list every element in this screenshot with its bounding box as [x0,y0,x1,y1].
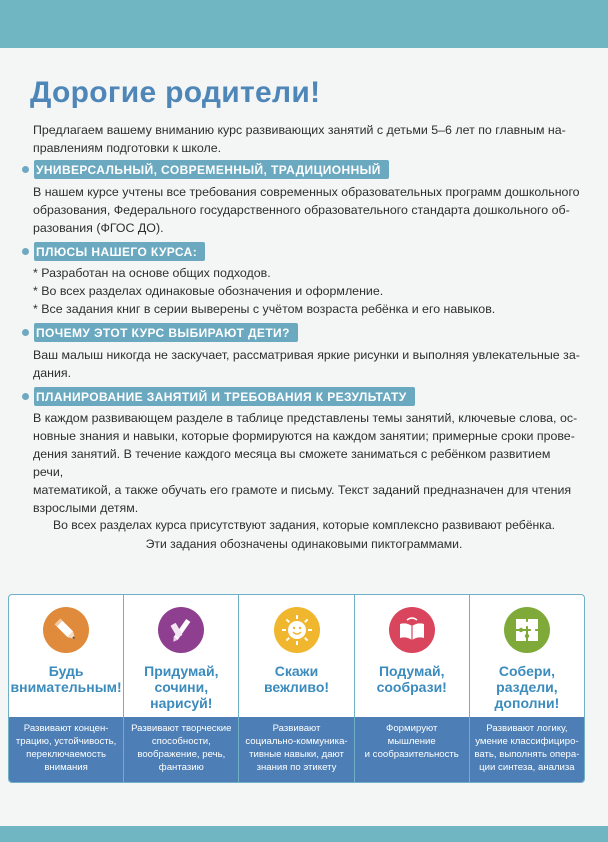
section-heading-pluses [22,242,205,261]
page-title: Дорогие родители! [30,76,321,109]
pencil-icon [43,607,89,653]
desc-line: способности, [151,736,211,747]
intro-line: правлениям подготовки к школе. [33,141,222,155]
text-line: дения занятий. В течение каждого месяца вы сможете заниматься с ребёнком развитием речи, [33,447,551,479]
desc-line: Развивают [272,723,321,734]
card-title [470,663,584,711]
card-title-line: раздели, [496,679,558,695]
desc-line: и сообразительность [364,749,459,760]
card-title [124,663,238,711]
text-line: математикой, а также обучать его грамоте и письму. Текст заданий предназначен для чтения [33,483,572,497]
card-title-line: внимательным! [10,679,122,695]
bullet-dot [22,166,29,173]
note-line: Во всех разделах курса присутствуют задания, которые комплексно развивают ребёнка. [53,518,555,532]
list-item: * Все задания книг в серии выверены с учётом возраста ребёнка и его навыков. [33,302,496,316]
tools-icon [158,607,204,653]
card-title-line: вежливо! [263,679,330,695]
desc-line: социально-коммуника- [245,736,348,747]
text-line: В нашем курсе учтены все требования современных образовательных программ дошкольного [33,185,580,199]
card-title-line: Скажи [274,663,319,679]
bottom-band [0,826,608,842]
card-title-line: сообрази! [376,679,447,695]
book-icon [389,607,435,653]
desc-line: тивные навыки, дают [249,749,344,760]
card-title [9,663,123,695]
list-item: * Во всех разделах одинаковые обозначения и оформление. [33,284,384,298]
desc-line: вать, выполнять опера- [474,749,580,760]
desc-line: Развивают творческие [131,723,232,734]
card-attention [9,595,124,782]
desc-line: внимания [44,762,88,773]
desc-line: умение классифициро- [475,736,579,747]
section-heading-label: ПОЧЕМУ ЭТОТ КУРС ВЫБИРАЮТ ДЕТИ? [34,323,298,342]
section-text-pluses [33,264,581,318]
sun-icon [274,607,320,653]
section-heading-label: ПЛАНИРОВАНИЕ ЗАНЯТИЙ И ТРЕБОВАНИЯ К РЕЗУЛЬТАТУ [34,387,415,406]
section-heading-universal [22,160,389,179]
puzzle-icon [504,607,550,653]
card-logic [470,595,584,782]
text-line: Ваш малыш никогда не заскучает, рассматривая яркие рисунки и выполняя увлекательные за- [33,348,580,362]
text-line: взрослыми детям. [33,501,139,515]
desc-line: трацию, устойчивость, [15,736,117,747]
section-heading-label: ПЛЮСЫ НАШЕГО КУРСА: [34,242,205,261]
section-text-why [33,346,581,382]
card-description [9,717,123,782]
text-line: новные знания и навыки, которые формируются на каждом занятии; примерные сроки прове- [33,429,575,443]
card-description [355,717,469,782]
bullet-dot [22,393,29,400]
card-description [239,717,353,782]
section-heading-why [22,323,298,342]
card-description [470,717,584,782]
card-title [355,663,469,695]
card-title [239,663,353,695]
card-title-line: Подумай, [378,663,445,679]
section-text-universal [33,183,581,237]
card-title-line: нарисуй! [150,695,213,711]
intro-line: Предлагаем вашему вниманию курс развивающих занятий с детьми 5–6 лет по главным на- [33,123,566,137]
section-text-planning [33,409,581,517]
intro-text [33,121,581,157]
card-politeness [239,595,354,782]
card-title-line: Будь [48,663,84,679]
card-title-line: дополни! [494,695,560,711]
text-line: образования, Федерального государственного образовательного стандарта дошкольного об- [33,203,570,217]
section-heading-label: УНИВЕРСАЛЬНЫЙ, СОВРЕМЕННЫЙ, ТРАДИЦИОННЫЙ [34,160,389,179]
desc-line: ции синтеза, анализа [479,762,575,773]
note-line: Эти задания обозначены одинаковыми пиктограммами. [145,537,463,551]
card-description [124,717,238,782]
bullet-dot [22,329,29,336]
desc-line: знания по этикету [256,762,337,773]
desc-line: фантазию [158,762,204,773]
desc-line: Формируют [386,723,438,734]
bullet-dot [22,248,29,255]
list-item: * Разработан на основе общих подходов. [33,266,271,280]
desc-line: воображение, речь, [137,749,226,760]
card-title-line: сочини, [154,679,209,695]
text-line: разования (ФГОС ДО). [33,221,164,235]
card-thinking [355,595,470,782]
desc-line: мышление [387,736,436,747]
text-line: дания. [33,366,72,380]
pictogram-cards [8,594,585,783]
section-heading-planning [22,387,415,406]
desc-line: переключаемость [26,749,107,760]
card-creativity [124,595,239,782]
pictogram-note [20,516,588,554]
card-title-line: Собери, [498,663,555,679]
top-band [0,0,608,48]
text-line: В каждом развивающем разделе в таблице представлены темы занятий, ключевые слова, ос- [33,411,578,425]
desc-line: Развивают логику, [486,723,568,734]
card-title-line: Придумай, [144,663,219,679]
desc-line: Развивают концен- [23,723,109,734]
